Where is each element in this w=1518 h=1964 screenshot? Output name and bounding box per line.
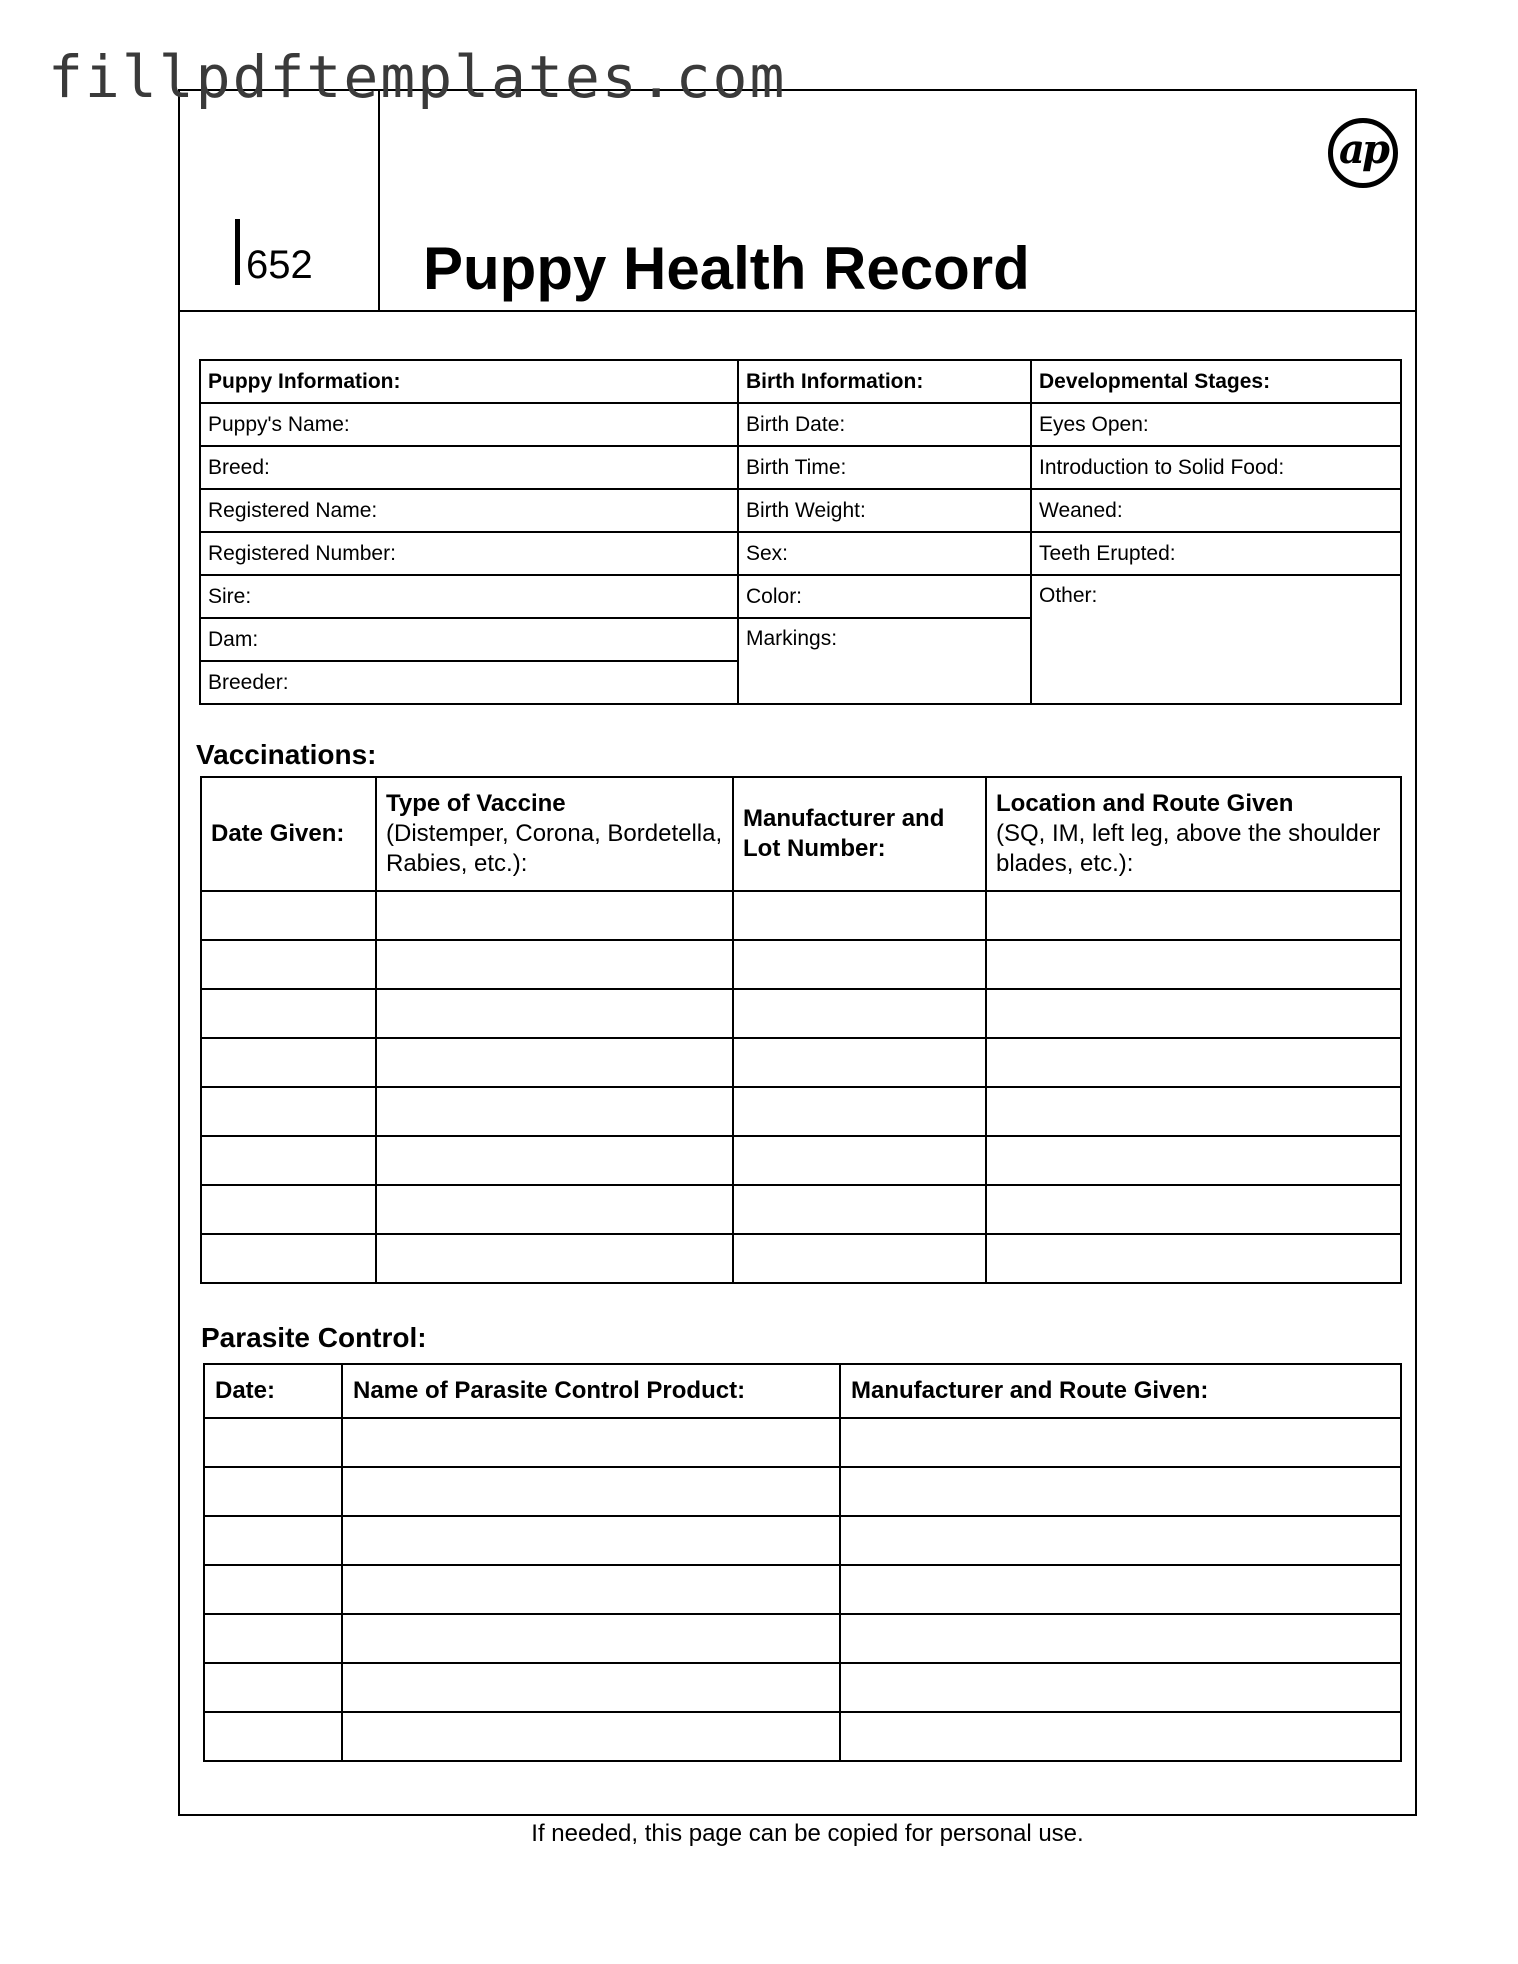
vaccination-row-cell[interactable] (376, 1136, 733, 1185)
vaccination-row (201, 1087, 1401, 1136)
dam-field[interactable]: Dam: (200, 618, 738, 661)
vaccination-row-cell[interactable] (201, 1234, 376, 1283)
vaccination-row-cell[interactable] (733, 1185, 986, 1234)
vacc-type-header: Type of Vaccine (Distemper, Corona, Bordetella, Rabies, etc.): (376, 777, 733, 891)
vaccination-row-cell[interactable] (376, 1234, 733, 1283)
vaccination-row-cell[interactable] (986, 940, 1401, 989)
markings-field[interactable]: Markings: (738, 618, 1031, 704)
breed-field[interactable]: Breed: (200, 446, 738, 489)
parasite-row-cell[interactable] (840, 1712, 1401, 1761)
header-divider-vertical (378, 91, 380, 311)
solid-food-field[interactable]: Introduction to Solid Food: (1031, 446, 1401, 489)
vaccination-row-cell[interactable] (986, 1136, 1401, 1185)
teeth-erupted-field[interactable]: Teeth Erupted: (1031, 532, 1401, 575)
vaccination-row-cell[interactable] (986, 1185, 1401, 1234)
vaccination-row (201, 1136, 1401, 1185)
vaccination-row-cell[interactable] (733, 1038, 986, 1087)
info-table (199, 359, 1402, 705)
parasite-row (204, 1467, 1401, 1516)
vaccination-row (201, 1038, 1401, 1087)
vaccination-row-cell[interactable] (986, 1234, 1401, 1283)
vaccination-row-cell[interactable] (201, 1087, 376, 1136)
vaccination-row (201, 940, 1401, 989)
parasite-control-table (203, 1363, 1402, 1762)
vaccination-row-cell[interactable] (376, 940, 733, 989)
vaccination-row (201, 1185, 1401, 1234)
vaccination-row-cell[interactable] (986, 989, 1401, 1038)
vaccination-row-cell[interactable] (986, 1087, 1401, 1136)
vaccination-row-cell[interactable] (733, 989, 986, 1038)
form-number-bar (235, 219, 240, 285)
form-number-text: 652 (246, 243, 313, 287)
vaccination-row-cell[interactable] (201, 891, 376, 940)
eyes-open-field[interactable]: Eyes Open: (1031, 403, 1401, 446)
para-date-header: Date: (204, 1364, 342, 1418)
parasite-row (204, 1663, 1401, 1712)
para-product-header: Name of Parasite Control Product: (342, 1364, 840, 1418)
vaccinations-title: Vaccinations: (196, 739, 377, 770)
vaccination-row-cell[interactable] (733, 891, 986, 940)
weaned-field[interactable]: Weaned: (1031, 489, 1401, 532)
ap-logo-icon (1328, 118, 1398, 188)
parasite-row-cell[interactable] (204, 1614, 342, 1663)
vaccination-row-cell[interactable] (201, 1185, 376, 1234)
vaccination-row-cell[interactable] (201, 1136, 376, 1185)
parasite-row-cell[interactable] (840, 1565, 1401, 1614)
vaccination-row-cell[interactable] (986, 1038, 1401, 1087)
parasite-row-cell[interactable] (204, 1418, 342, 1467)
para-mfr-header: Manufacturer and Route Given: (840, 1364, 1401, 1418)
vaccination-row-cell[interactable] (376, 891, 733, 940)
parasite-row-cell[interactable] (840, 1516, 1401, 1565)
parasite-row-cell[interactable] (342, 1614, 840, 1663)
form-number (235, 219, 313, 285)
vaccination-row-cell[interactable] (376, 1038, 733, 1087)
parasite-row-cell[interactable] (342, 1712, 840, 1761)
vaccination-row-cell[interactable] (733, 940, 986, 989)
parasite-row-cell[interactable] (840, 1614, 1401, 1663)
parasite-row-cell[interactable] (342, 1663, 840, 1712)
parasite-control-title: Parasite Control: (201, 1322, 427, 1353)
parasite-row-cell[interactable] (204, 1516, 342, 1565)
vaccination-row (201, 1234, 1401, 1283)
parasite-row (204, 1712, 1401, 1761)
vacc-loc-header: Location and Route Given (SQ, IM, left leg, above the shoulder blades, etc.): (986, 777, 1401, 891)
vaccination-row-cell[interactable] (733, 1087, 986, 1136)
breeder-field[interactable]: Breeder: (200, 661, 738, 704)
parasite-row-cell[interactable] (840, 1418, 1401, 1467)
birth-info-header: Birth Information: (738, 360, 1031, 403)
vaccination-row-cell[interactable] (733, 1136, 986, 1185)
registered-number-field[interactable]: Registered Number: (200, 532, 738, 575)
footer-note: If needed, this page can be copied for personal use. (531, 1820, 1084, 1847)
vaccination-row (201, 891, 1401, 940)
logo-text: ap (1339, 126, 1387, 173)
header-divider-horizontal (180, 310, 1415, 312)
page-title: Puppy Health Record (423, 235, 1030, 302)
vaccination-row-cell[interactable] (201, 989, 376, 1038)
vaccination-row-cell[interactable] (376, 1087, 733, 1136)
parasite-row-cell[interactable] (840, 1467, 1401, 1516)
vaccination-row-cell[interactable] (201, 940, 376, 989)
parasite-row-cell[interactable] (342, 1565, 840, 1614)
parasite-row (204, 1516, 1401, 1565)
parasite-row-cell[interactable] (204, 1663, 342, 1712)
vaccination-row-cell[interactable] (986, 891, 1401, 940)
other-field[interactable]: Other: (1031, 575, 1401, 704)
form-frame (178, 89, 1417, 1816)
puppy-name-field[interactable]: Puppy's Name: (200, 403, 738, 446)
parasite-row (204, 1418, 1401, 1467)
vaccination-row (201, 989, 1401, 1038)
parasite-row-cell[interactable] (204, 1712, 342, 1761)
parasite-row-cell[interactable] (342, 1418, 840, 1467)
vacc-date-header: Date Given: (201, 777, 376, 891)
vacc-mfr-header: Manufacturer and Lot Number: (733, 777, 986, 891)
vaccination-row-cell[interactable] (376, 1185, 733, 1234)
parasite-row (204, 1565, 1401, 1614)
vaccination-row-cell[interactable] (376, 989, 733, 1038)
birth-weight-field[interactable]: Birth Weight: (738, 489, 1031, 532)
vaccination-row-cell[interactable] (733, 1234, 986, 1283)
watermark-text: fillpdftemplates.com (48, 43, 787, 111)
vaccination-row-cell[interactable] (201, 1038, 376, 1087)
color-field[interactable]: Color: (738, 575, 1031, 618)
sire-field[interactable]: Sire: (200, 575, 738, 618)
parasite-row-cell[interactable] (204, 1565, 342, 1614)
parasite-row-cell[interactable] (840, 1663, 1401, 1712)
birth-date-field[interactable]: Birth Date: (738, 403, 1031, 446)
sex-field[interactable]: Sex: (738, 532, 1031, 575)
parasite-row-cell[interactable] (204, 1467, 342, 1516)
parasite-row-cell[interactable] (342, 1516, 840, 1565)
dev-stages-header: Developmental Stages: (1031, 360, 1401, 403)
registered-name-field[interactable]: Registered Name: (200, 489, 738, 532)
vaccinations-table (200, 776, 1402, 1284)
puppy-info-header: Puppy Information: (200, 360, 738, 403)
parasite-row-cell[interactable] (342, 1467, 840, 1516)
birth-time-field[interactable]: Birth Time: (738, 446, 1031, 489)
parasite-row (204, 1614, 1401, 1663)
